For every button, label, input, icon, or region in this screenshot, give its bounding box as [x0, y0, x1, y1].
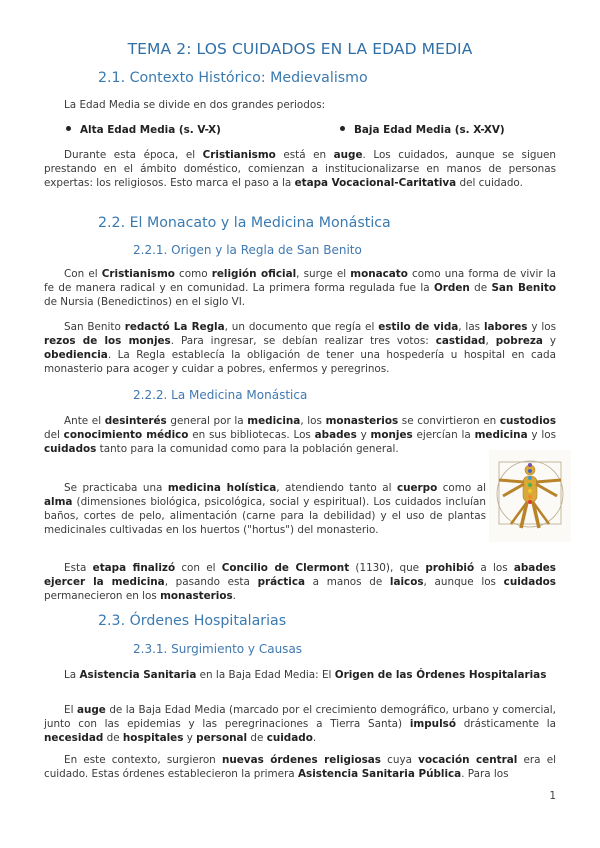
- text-segment: como: [174, 268, 212, 280]
- paragraph-s231-2: [44, 703, 556, 745]
- text-segment: de: [469, 282, 492, 294]
- text-segment: .: [232, 590, 236, 602]
- paragraph-intro: La Edad Media se divide en dos grandes periodos:: [64, 99, 326, 111]
- bold-term: abades: [314, 429, 357, 441]
- text-segment: está en: [275, 149, 334, 161]
- text-segment: era el cuidado. Estas órdenes establecieron la primera: [44, 754, 556, 780]
- text-segment: y los: [527, 321, 557, 333]
- bold-term: Cristianismo: [202, 149, 276, 161]
- text-segment: permanecieron en los: [44, 590, 161, 602]
- bold-term: San Benito: [491, 282, 556, 294]
- text-segment: de: [247, 732, 267, 744]
- paragraph-s21-1: [44, 148, 556, 190]
- paragraph-s222-2: [44, 481, 486, 537]
- bold-term: cuidados: [44, 443, 97, 455]
- text-segment: ,: [485, 335, 496, 347]
- paragraph-s221-2: [44, 320, 556, 376]
- text-segment: de: [103, 732, 123, 744]
- text-segment: Ante el: [64, 415, 105, 427]
- bold-term: custodios: [499, 415, 556, 427]
- text-segment: drásticamente la: [455, 718, 556, 730]
- text-segment: Esta: [64, 562, 93, 574]
- text-segment: como una forma de vivir la fe de manera radical y en comunidad. La primera forma regulada fue la: [44, 268, 556, 294]
- text-segment: de Nursia (Benedictinos) en el siglo VI.: [44, 296, 246, 308]
- text-segment: , los: [300, 415, 326, 427]
- bold-term: alma: [44, 496, 73, 508]
- text-segment: a manos de: [305, 576, 390, 588]
- text-segment: en la Baja Edad Media: El: [196, 669, 335, 681]
- text-segment: . Para los: [461, 768, 509, 780]
- text-segment: en sus bibliotecas. Los: [188, 429, 315, 441]
- bold-term: laicos: [389, 576, 424, 588]
- bold-term: medicina: [474, 429, 528, 441]
- text-segment: cuya: [380, 754, 419, 766]
- document-title: TEMA 2: LOS CUIDADOS EN LA EDAD MEDIA: [127, 40, 473, 58]
- text-segment: de la Baja Edad Media (marcado por el crecimiento demográfico, urbano y comercial, junto con las epidemias y las peregrinaciones a Tierra Santa): [44, 704, 556, 730]
- bold-term: abades ejercer la medicina: [44, 562, 556, 588]
- subsection-heading-2-2-2: 2.2.2. La Medicina Monástica: [133, 388, 308, 402]
- text-segment: , un documento que regía el: [224, 321, 379, 333]
- bold-term: hospitales: [122, 732, 184, 744]
- bold-term: Concilio de Clermont: [221, 562, 350, 574]
- bold-term: medicina holística: [167, 482, 277, 494]
- vitruvian-man-illustration: [489, 450, 571, 542]
- text-segment: ejercían la: [412, 429, 475, 441]
- section-heading-2-3: 2.3. Órdenes Hospitalarias: [98, 613, 287, 629]
- subsection-heading-2-3-1: 2.3.1. Surgimiento y Causas: [133, 642, 303, 656]
- text-segment: general por la: [166, 415, 248, 427]
- bold-term: monasterios: [325, 415, 399, 427]
- section-heading-2-1: 2.1. Contexto Histórico: Medievalismo: [98, 70, 368, 86]
- paragraph-s222-1: [44, 414, 556, 456]
- bold-term: rezos de los monjes: [44, 335, 171, 347]
- bold-term: personal: [196, 732, 248, 744]
- text-segment: Se practicaba una: [64, 482, 168, 494]
- bold-term: auge: [333, 149, 363, 161]
- text-segment: . La Regla establecía la obligación de tener una hospedería u hospital en cada monasterio para acoger y cuidar a pobres, enfermos y peregrinos.: [44, 349, 556, 375]
- paragraph-s231-3: [44, 753, 556, 781]
- page-number: 1: [549, 790, 556, 802]
- text-segment: a los: [474, 562, 514, 574]
- bold-term: redactó La Regla: [124, 321, 225, 333]
- bold-term: impulsó: [409, 718, 456, 730]
- text-segment: , pasando esta: [164, 576, 258, 588]
- bullet-item: Baja Edad Media (s. X-XV): [340, 124, 505, 136]
- text-segment: y los: [527, 429, 556, 441]
- text-segment: se convirtieron en: [398, 415, 500, 427]
- bold-term: labores: [483, 321, 528, 333]
- text-segment: En este contexto, surgieron: [64, 754, 222, 766]
- text-segment: . Para ingresar, se debían realizar tres votos:: [170, 335, 436, 347]
- text-segment: Con el: [64, 268, 102, 280]
- text-segment: San Benito: [64, 321, 125, 333]
- text-segment: con el: [175, 562, 222, 574]
- paragraph-s222-3: [44, 561, 556, 603]
- bold-term: monjes: [370, 429, 413, 441]
- text-segment: del cuidado.: [456, 177, 523, 189]
- bold-term: estilo de vida: [378, 321, 459, 333]
- bold-term: vocación central: [418, 754, 518, 766]
- text-segment: tanto para la comunidad como para la población general.: [96, 443, 399, 455]
- text-segment: , atendiendo tanto al: [276, 482, 397, 494]
- bold-term: medicina: [247, 415, 301, 427]
- text-segment: , aunque los: [423, 576, 504, 588]
- bold-term: conocimiento médico: [63, 429, 189, 441]
- bold-term: monacato: [350, 268, 408, 280]
- text-segment: y: [183, 732, 197, 744]
- text-segment: y: [542, 335, 556, 347]
- section-heading-2-2: 2.2. El Monacato y la Medicina Monástica: [98, 215, 391, 231]
- paragraph-s231-1: [44, 668, 556, 682]
- bold-term: auge: [76, 704, 106, 716]
- bold-term: prohibió: [425, 562, 475, 574]
- bold-term: Orden: [433, 282, 470, 294]
- bold-term: cuerpo: [396, 482, 438, 494]
- text-segment: El: [64, 704, 77, 716]
- bold-term: cuidado: [266, 732, 313, 744]
- bold-term: Asistencia Sanitaria Pública: [297, 768, 462, 780]
- bold-term: nuevas órdenes religiosas: [221, 754, 381, 766]
- text-segment: (1130), que: [349, 562, 426, 574]
- bold-term: necesidad: [44, 732, 104, 744]
- bold-term: etapa finalizó: [92, 562, 176, 574]
- bullet-icon: [340, 126, 345, 131]
- bullet-item: Alta Edad Media (s. V-X): [66, 124, 221, 136]
- subsection-heading-2-2-1: 2.2.1. Origen y la Regla de San Benito: [133, 243, 362, 257]
- text-segment: , las: [458, 321, 484, 333]
- text-segment: . Los cuidados, aunque se siguen prestando en el ámbito doméstico, comienzan a institucionalizarse en manos de personas expertas: los religiosos. Esto marca el paso a la: [44, 149, 557, 189]
- bold-term: Asistencia Sanitaria: [79, 669, 197, 681]
- bold-term: desinterés: [104, 415, 167, 427]
- bold-term: monasterios: [160, 590, 233, 602]
- text-segment: , surge el: [296, 268, 351, 280]
- bold-term: castidad: [435, 335, 486, 347]
- bold-term: Cristianismo: [101, 268, 175, 280]
- bold-term: práctica: [257, 576, 305, 588]
- text-segment: como al: [437, 482, 486, 494]
- bold-term: cuidados: [503, 576, 556, 588]
- bullet-icon: [66, 126, 71, 131]
- bold-term: Origen de las Órdenes Hospitalarias: [334, 669, 547, 681]
- text-segment: .: [312, 732, 317, 744]
- paragraph-s221-1: [44, 267, 556, 309]
- text-segment: Durante esta época, el: [64, 149, 203, 161]
- bold-term: religión oficial: [211, 268, 297, 280]
- text-segment: y: [356, 429, 371, 441]
- text-segment: del: [44, 429, 64, 441]
- text-segment: (dimensiones biológica, psicológica, social y espiritual). Los cuidados incluían baños, cortes de pelo, alimentación (carne para la debilidad) y el uso de plantas medicinales cultivadas en los huertos ("hortus") del monasterio.: [44, 496, 486, 536]
- bold-term: obediencia: [44, 349, 108, 361]
- bold-term: etapa Vocacional-Caritativa: [294, 177, 457, 189]
- text-segment: La: [64, 669, 80, 681]
- bold-term: pobreza: [495, 335, 543, 347]
